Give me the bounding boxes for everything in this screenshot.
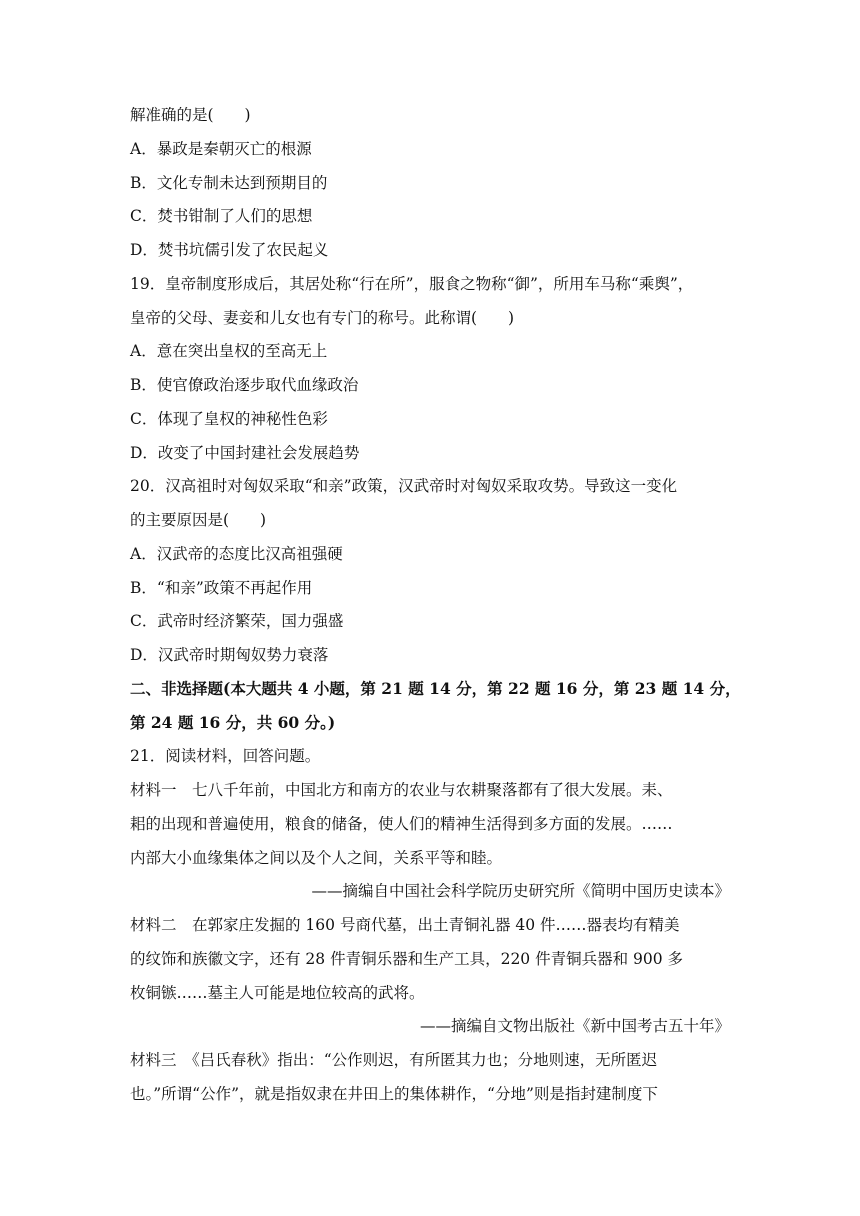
q21-material2-line2: 的纹饰和族徽文字，还有 28 件青铜乐器和生产工具，220 件青铜兵器和 900 多	[130, 950, 684, 968]
q18-stem-tail: 解准确的是( )	[130, 106, 251, 124]
q19-option-b: B．使官僚政治逐步取代血缘政治	[130, 376, 359, 394]
q18-option-a: A．暴政是秦朝灭亡的根源	[130, 140, 312, 158]
q21-material3-line2: 也。”所谓“公作”，就是指奴隶在井田上的集体耕作，“分地”则是指封建制度下	[130, 1085, 658, 1103]
q19-option-a: A．意在突出皇权的至高无上	[130, 342, 328, 360]
q21-material1-line2: 耜的出现和普遍使用，粮食的储备，使人们的精神生活得到多方面的发展。……	[130, 815, 673, 833]
q20-option-d: D．汉武帝时期匈奴势力衰落	[130, 646, 329, 664]
q18-option-b: B．文化专制未达到预期目的	[130, 174, 328, 192]
q19-option-d: D．改变了中国封建社会发展趋势	[130, 444, 360, 462]
q21-source1: ——摘编自中国社会科学院历史研究所《简明中国历史读本》	[311, 882, 730, 900]
q19-option-c: C．体现了皇权的神秘性色彩	[130, 410, 328, 428]
q21-material2-line1: 材料二 在郭家庄发掘的 160 号商代墓，出土青铜礼器 40 件……器表均有精美	[130, 916, 680, 934]
q19-stem-line2: 皇帝的父母、妻妾和儿女也有专门的称号。此称谓( )	[130, 309, 515, 327]
q18-option-c: C．焚书钳制了人们的思想	[130, 207, 313, 225]
q20-option-b: B．“和亲”政策不再起作用	[130, 579, 313, 597]
q21-material3-line1: 材料三 《吕氏春秋》指出：“公作则迟，有所匿其力也；分地则速，无所匿迟	[130, 1051, 658, 1069]
q21-stem: 21．阅读材料，回答问题。	[130, 747, 321, 765]
section2-heading-line1: 二、非选择题(本大题共 4 小题，第 21 题 14 分，第 22 题 16 分，第 23 题 14 分，	[130, 679, 741, 698]
q21-material2-line3: 枚铜镞……墓主人可能是地位较高的武将。	[130, 984, 425, 1002]
section2-heading-line2: 第 24 题 16 分，共 60 分。)	[130, 713, 336, 732]
q21-material1-line1: 材料一 七八千年前，中国北方和南方的农业与农耕聚落都有了很大发展。耒、	[130, 781, 673, 799]
q21-source2: ——摘编自文物出版社《新中国考古五十年》	[419, 1017, 730, 1035]
q21-material1-line3: 内部大小血缘集体之间以及个人之间，关系平等和睦。	[130, 849, 503, 867]
q20-option-a: A．汉武帝的态度比汉高祖强硬	[130, 545, 343, 563]
q20-option-c: C．武帝时经济繁荣，国力强盛	[130, 612, 344, 630]
q18-option-d: D．焚书坑儒引发了农民起义	[130, 241, 329, 259]
q19-stem-line1: 19．皇帝制度形成后，其居处称“行在所”，服食之物称“御”，所用车马称“乘舆”，	[130, 275, 694, 293]
q20-stem-line1: 20．汉高祖时对匈奴采取“和亲”政策，汉武帝时对匈奴采取攻势。导致这一变化	[130, 477, 678, 495]
q20-stem-line2: 的主要原因是( )	[130, 511, 267, 529]
